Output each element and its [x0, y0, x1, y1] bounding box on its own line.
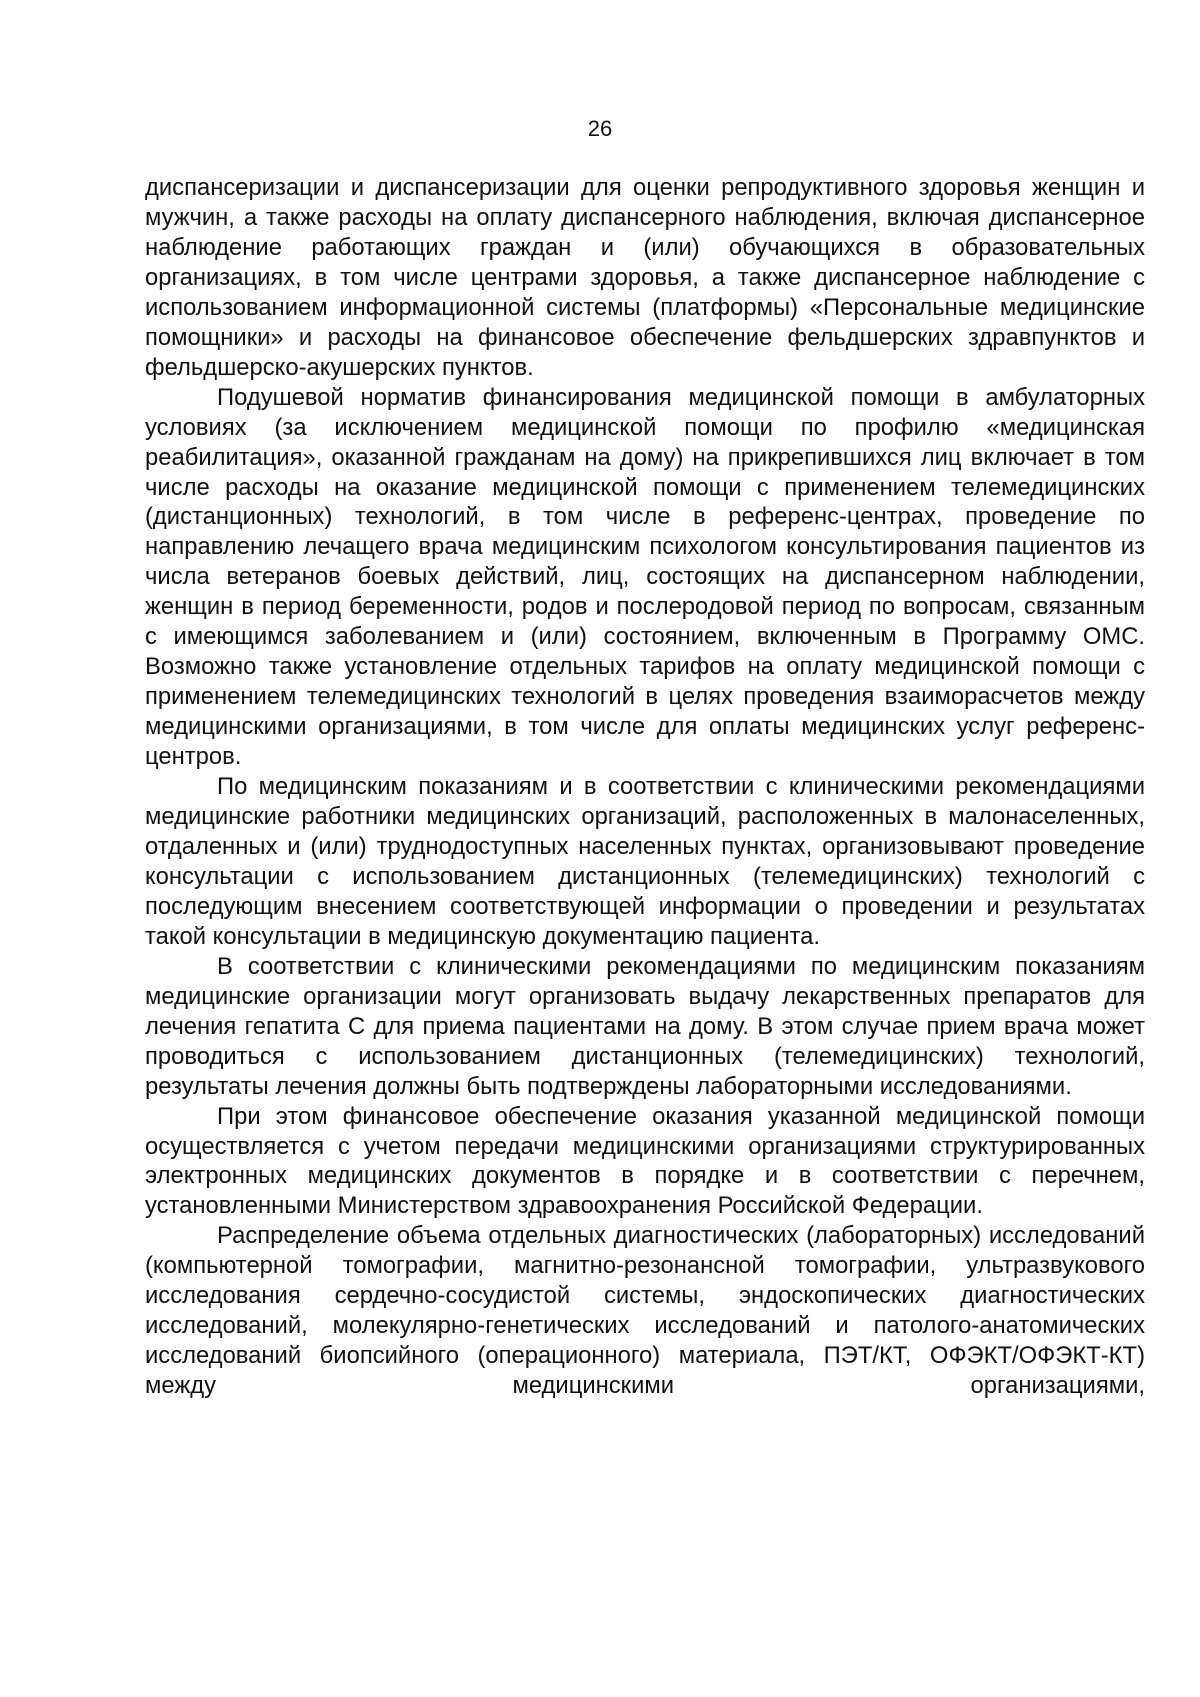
- paragraph-3: По медицинским показаниям и в соответствии с клиническими рекомендациями медицинские работники медицинских организаций, расположенных в малонаселенных, отдаленных и (или) труднодоступных населенных пунктах, организовывают проведение консультации с использованием дистанционных (телемедицинских) технологий с последующим внесением соответствующей информации о проведении и результатах такой консультации в медицинскую документацию пациента.: [145, 773, 1145, 950]
- paragraph-2: Подушевой норматив финансирования медицинской помощи в амбулаторных условиях (за исключением медицинской помощи по профилю «медицинская реабилитация», оказанной гражданам на дому) на прикрепившихся лиц включает в том числе расходы на оказание медицинской помощи с применением телемедицинских (дистанционных) технологий, в том числе в референс-центрах, проведение по направлению лечащего врача медицинским психологом консультирования пациентов из числа ветеранов боевых действий, лиц, состоящих на диспансерном наблюдении, женщин в период беременности, родов и послеродовой период по вопросам, связанным с имеющимся заболеванием и (или) состоянием, включенным в Программу ОМС. Возможно также установление отдельных тарифов на оплату медицинской помощи с применением телемедицинских технологий в целях проведения взаиморасчетов между медицинскими организациями, в том числе для оплаты медицинских услуг референс-центров.: [145, 383, 1145, 771]
- paragraph-5: При этом финансовое обеспечение оказания указанной медицинской помощи осуществляется с учетом передачи медицинскими организациями структурированных электронных медицинских документов в порядке и в соответствии с перечнем, установленными Министерством здравоохранения Российской Федерации.: [145, 1102, 1145, 1220]
- paragraph-4: В соответствии с клиническими рекомендациями по медицинским показаниям медицинские организации могут организовать выдачу лекарственных препаратов для лечения гепатита С для приема пациентами на дому. В этом случае прием врача может проводиться с использованием дистанционных (телемедицинских) технологий, результаты лечения должны быть подтверждены лабораторными исследованиями.: [145, 952, 1145, 1100]
- document-body: [145, 173, 1145, 1401]
- page-number: 26: [587, 116, 613, 141]
- paragraph-1: диспансеризации и диспансеризации для оценки репродуктивного здоровья женщин и мужчин, а также расходы на оплату диспансерного наблюдения, включая диспансерное наблюдение работающих граждан и (или) обучающихся в образовательных организациях, в том числе центрами здоровья, а также диспансерное наблюдение с использованием информационной системы (платформы) «Персональные медицинские помощники» и расходы на финансовое обеспечение фельдшерских здравпунктов и фельдшерско-акушерских пунктов.: [145, 174, 1145, 381]
- paragraph-6: Распределение объема отдельных диагностических (лабораторных) исследований (компьютерной томографии, магнитно-резонансной томографии, ультразвукового исследования сердечно-сосудистой системы, эндоскопических диагностических исследований, молекулярно-генетических исследований и патолого-анатомических исследований биопсийного (операционного) материала, ПЭТ/КТ, ОФЭКТ/ОФЭКТ-КТ) между медицинскими организациями,: [145, 1222, 1145, 1400]
